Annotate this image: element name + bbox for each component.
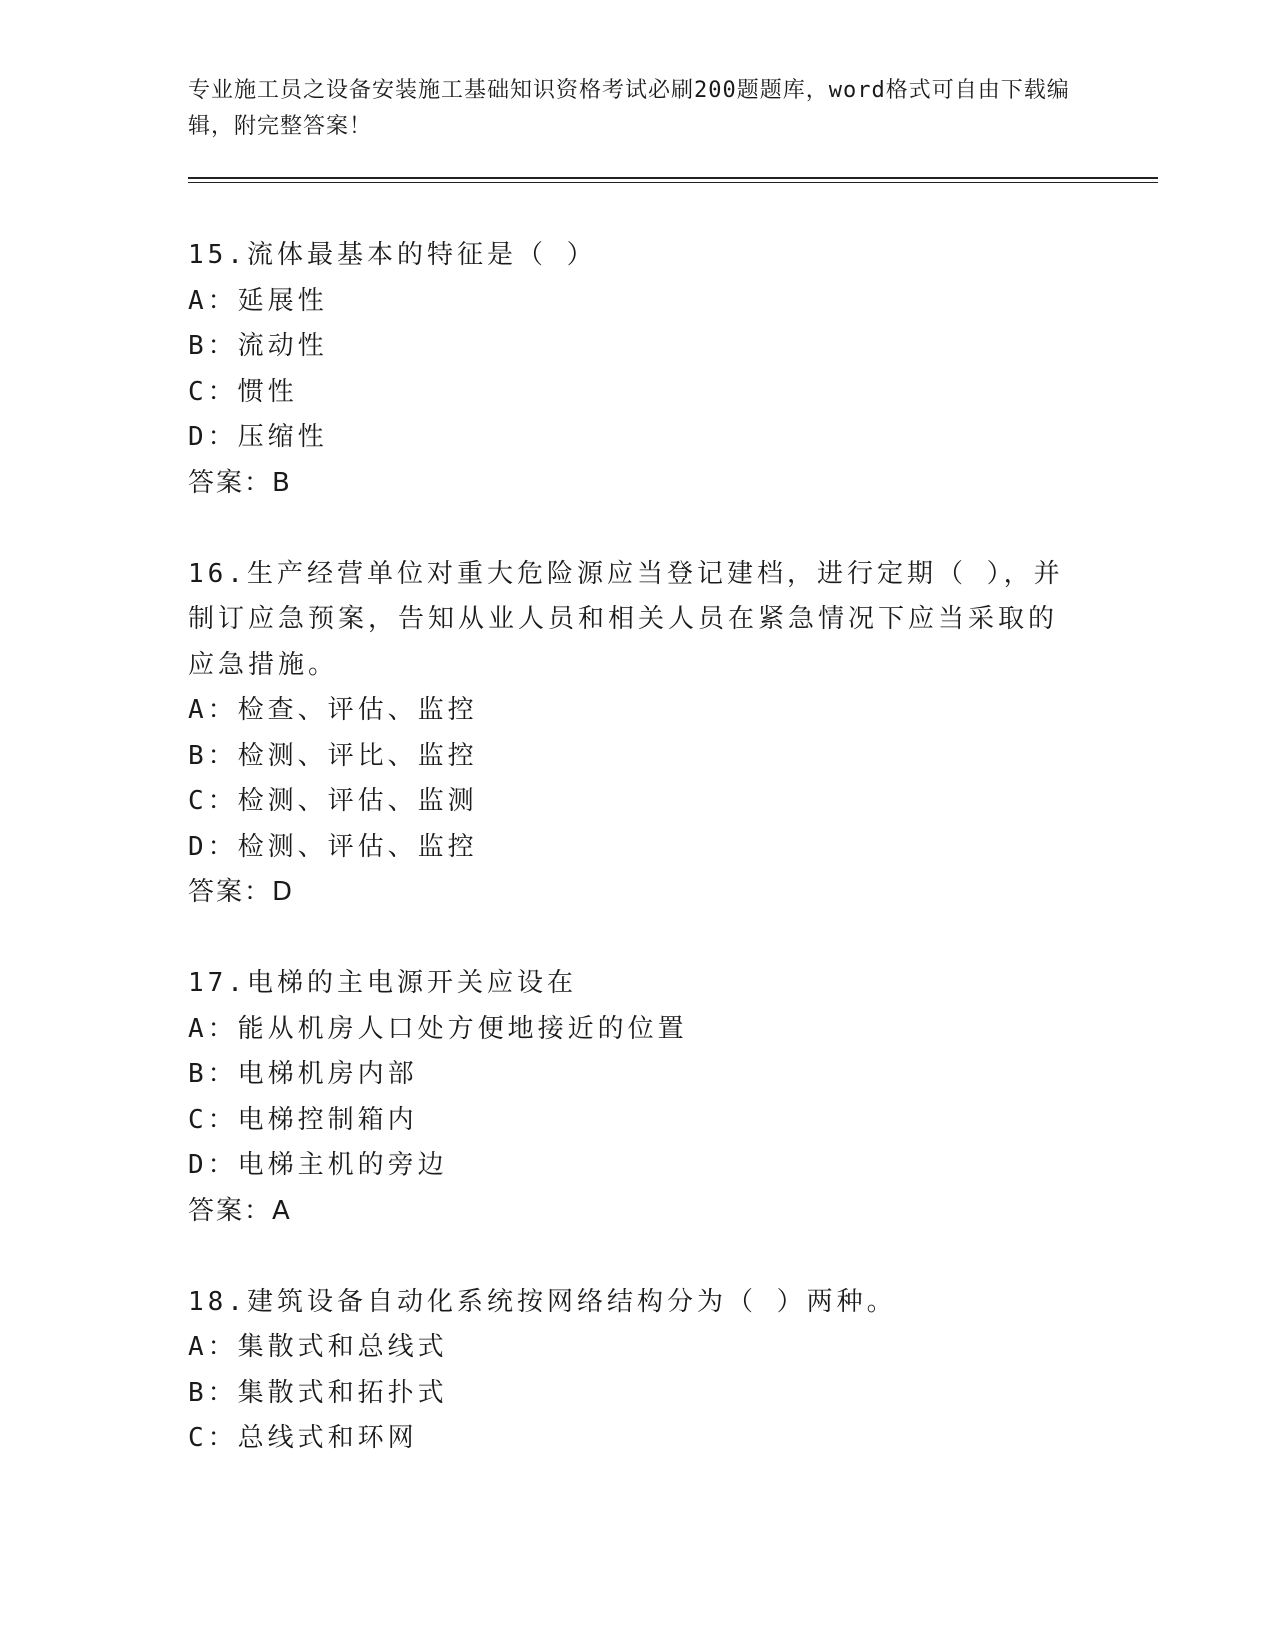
option-a: A：延展性 xyxy=(188,285,328,316)
question-stem: 17.电梯的主电源开关应设在 xyxy=(188,968,577,998)
option-c: C：总线式和环网 xyxy=(188,1423,418,1453)
option-d: D：压缩性 xyxy=(188,422,328,452)
question-15 xyxy=(188,233,1068,506)
option-b: B：集散式和拓扑式 xyxy=(188,1377,448,1408)
option-c: C：惯性 xyxy=(188,376,298,407)
option-c: C：电梯控制箱内 xyxy=(188,1104,418,1135)
question-spacer xyxy=(188,916,1068,962)
answer-line: 答案：B xyxy=(188,467,292,498)
answer-line: 答案：A xyxy=(188,1195,292,1226)
question-17 xyxy=(188,961,1068,1234)
option-c: C：检测、评估、监测 xyxy=(188,786,478,816)
question-16 xyxy=(188,552,1068,916)
question-18 xyxy=(188,1280,1068,1462)
header-divider-thin xyxy=(188,182,1158,183)
document-header: 专业施工员之设备安装施工基础知识资格考试必刷200题题库，word格式可自由下载编辑，附完整答案！ xyxy=(188,78,1070,139)
header-divider-thick xyxy=(188,177,1158,179)
option-d: D：电梯主机的旁边 xyxy=(188,1150,448,1180)
question-list xyxy=(188,233,1068,1462)
option-b: B：检测、评比、监控 xyxy=(188,740,478,771)
option-b: B：流动性 xyxy=(188,331,328,361)
answer-line: 答案：D xyxy=(188,877,295,907)
question-spacer xyxy=(188,506,1068,552)
question-stem: 15.流体最基本的特征是（ ） xyxy=(188,240,597,270)
question-spacer xyxy=(188,1234,1068,1280)
option-d: D：检测、评估、监控 xyxy=(188,831,478,862)
option-a: A：检查、评估、监控 xyxy=(188,695,478,725)
option-a: A：能从机房人口处方便地接近的位置 xyxy=(188,1013,688,1044)
option-a: A：集散式和总线式 xyxy=(188,1332,448,1362)
question-stem: 16.生产经营单位对重大危险源应当登记建档，进行定期（ ），并制订应急预案，告知从业人员和相关人员在紧急情况下应当采取的应急措施。 xyxy=(188,558,1064,680)
question-stem: 18.建筑设备自动化系统按网络结构分为（ ）两种。 xyxy=(188,1286,897,1317)
option-b: B：电梯机房内部 xyxy=(188,1059,418,1089)
